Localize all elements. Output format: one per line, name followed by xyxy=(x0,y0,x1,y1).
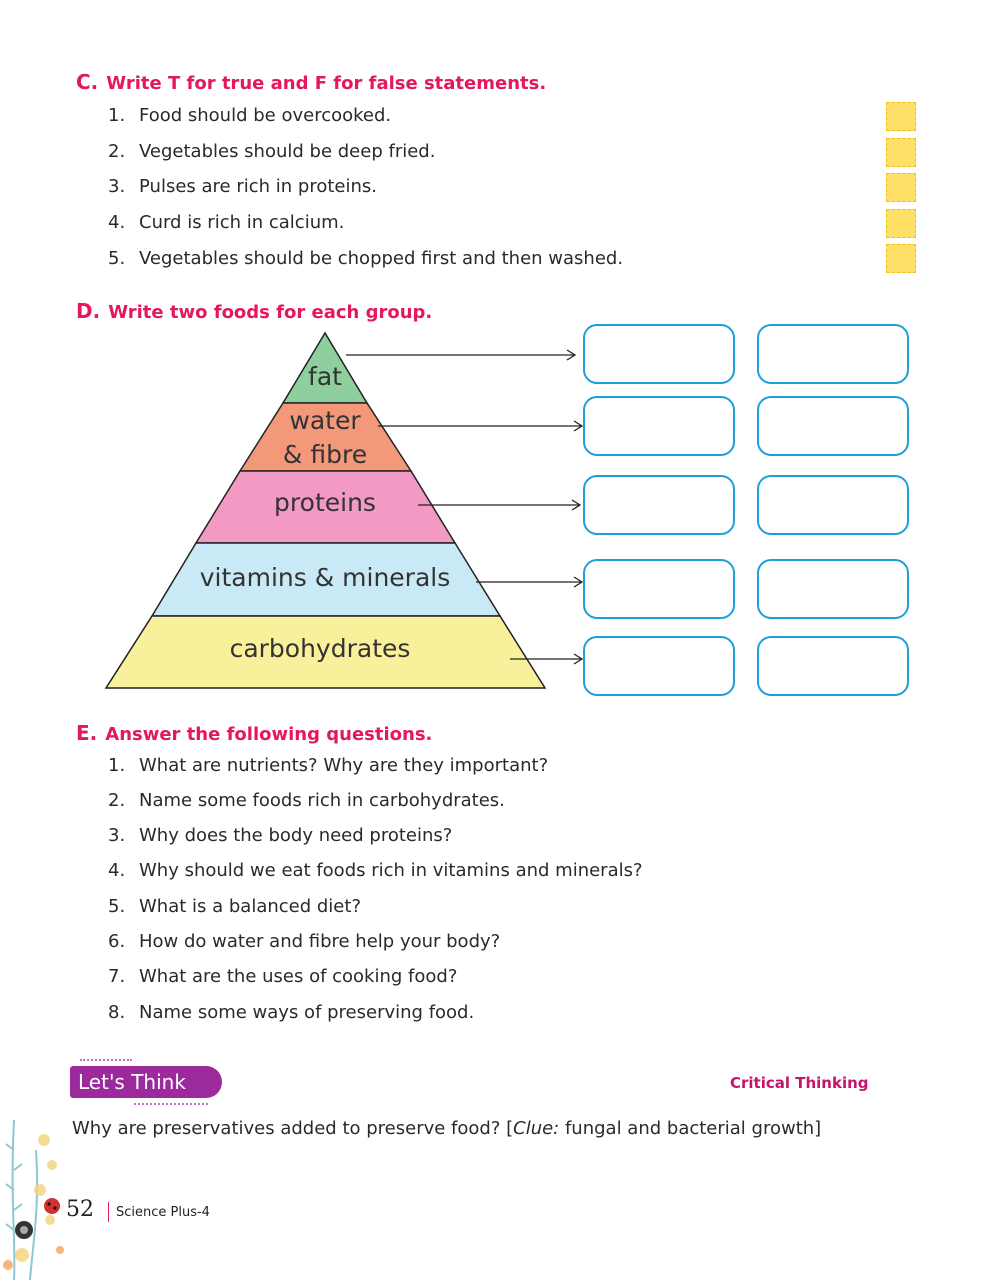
item-text: Name some foods rich in carbohydrates. xyxy=(139,790,505,811)
list-item xyxy=(108,1002,474,1023)
item-text: Vegetables should be deep fried. xyxy=(139,141,436,162)
list-item xyxy=(108,755,548,776)
label-proteins: proteins xyxy=(274,488,376,517)
section-e-letter: E. xyxy=(76,721,98,745)
label-vitamins: vitamins & minerals xyxy=(199,563,451,592)
decorative-plant-icon xyxy=(0,1110,70,1280)
lets-think-badge: Let's Think xyxy=(70,1066,222,1098)
question-text: fungal and bacterial growth] xyxy=(559,1118,822,1139)
label-carbohydrates: carbohydrates xyxy=(229,634,411,663)
proteins-answer-box-2[interactable] xyxy=(757,475,909,535)
label-water: water xyxy=(289,406,361,435)
list-item xyxy=(108,931,500,952)
item-number: 7. xyxy=(108,966,126,987)
item-number: 6. xyxy=(108,931,126,952)
item-number: 2. xyxy=(108,141,126,162)
fat-answer-box-1[interactable] xyxy=(583,324,735,384)
label-fibre: & fibre xyxy=(282,440,368,469)
list-item xyxy=(108,860,643,881)
ladybug-icon xyxy=(44,1198,60,1214)
carbohydrates-answer-box-2[interactable] xyxy=(757,636,909,696)
section-e-title: Answer the following questions. xyxy=(105,724,433,745)
list-item xyxy=(108,825,452,846)
item-text: Why should we eat foods rich in vitamins and minerals? xyxy=(139,860,643,881)
section-c-title: Write T for true and F for false statements. xyxy=(106,73,547,94)
water-answer-box-1[interactable] xyxy=(583,396,735,456)
item-text: Curd is rich in calcium. xyxy=(139,212,345,233)
critical-thinking-tag: Critical Thinking xyxy=(730,1074,869,1092)
section-d-letter: D. xyxy=(76,299,101,323)
list-item xyxy=(108,896,361,917)
carbohydrates-answer-box-1[interactable] xyxy=(583,636,735,696)
vitamins-answer-box-1[interactable] xyxy=(583,559,735,619)
item-number: 3. xyxy=(108,825,126,846)
item-text: Name some ways of preserving food. xyxy=(139,1002,475,1023)
think-question xyxy=(72,1118,821,1139)
book-title: Science Plus-4 xyxy=(116,1205,210,1220)
section-e-heading xyxy=(76,721,432,745)
item-text: Vegetables should be chopped first and then washed. xyxy=(139,248,624,269)
item-text: Why does the body need proteins? xyxy=(139,825,453,846)
item-number: 5. xyxy=(108,896,126,917)
clue-label: Clue: xyxy=(513,1118,560,1139)
label-fat: fat xyxy=(308,362,342,391)
item-text: How do water and fibre help your body? xyxy=(139,931,501,952)
item-number: 3. xyxy=(108,176,126,197)
footer-divider xyxy=(108,1202,109,1222)
water-answer-box-2[interactable] xyxy=(757,396,909,456)
vitamins-answer-box-2[interactable] xyxy=(757,559,909,619)
fat-answer-box-2[interactable] xyxy=(757,324,909,384)
item-text: What are nutrients? Why are they important? xyxy=(139,755,549,776)
list-item xyxy=(108,790,505,811)
list-item xyxy=(108,966,457,987)
item-number: 8. xyxy=(108,1002,126,1023)
item-text: What are the uses of cooking food? xyxy=(139,966,458,987)
item-text: Pulses are rich in proteins. xyxy=(139,176,377,197)
item-text: What is a balanced diet? xyxy=(139,896,361,917)
item-number: 4. xyxy=(108,860,126,881)
item-number: 5. xyxy=(108,248,126,269)
proteins-answer-box-1[interactable] xyxy=(583,475,735,535)
item-number: 1. xyxy=(108,105,126,126)
item-text: Food should be overcooked. xyxy=(139,105,392,126)
question-text: Why are preservatives added to preserve food? [ xyxy=(72,1118,514,1139)
item-number: 1. xyxy=(108,755,126,776)
badge-decoration xyxy=(80,1059,132,1062)
item-number: 4. xyxy=(108,212,126,233)
badge-decoration xyxy=(134,1103,208,1106)
item-number: 2. xyxy=(108,790,126,811)
section-d-title: Write two foods for each group. xyxy=(108,302,433,323)
section-c-letter: C. xyxy=(76,70,99,94)
page-number: 52 xyxy=(66,1197,94,1222)
